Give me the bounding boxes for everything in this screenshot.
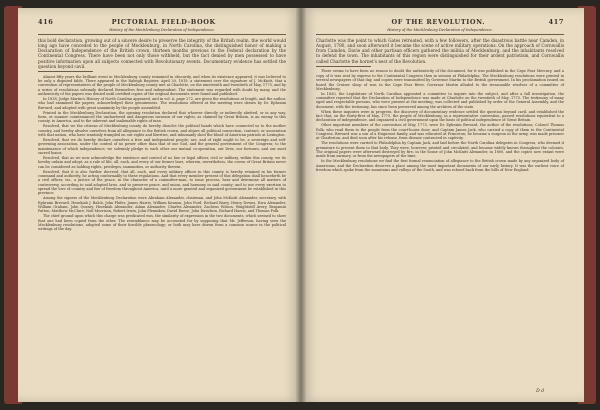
left-footnotes: [38, 75, 286, 232]
footnote: Resolved, that we the citizens of Mecklenburg county do hereby dissolve the political bands which have connected us to the mother country, and hereby absolve ourselves from all allegiance to the British crown, and abjure all political connection, contract, or association with that nation, who have wantonly trampled on our rights and liberties, and inhumanly shed the blood of American patriots at Lexington.: [38, 124, 286, 138]
footnote: There seems to have been no reason to doubt the authenticity of the document, for it was published in the Cape Fear Mercury, and a copy of it was sent by express to the Continental Congress then in session at Philadelphia. The Mecklenburg resolutions were printed in several newspapers of that day, and copies were transmitted by Governor Martin to the British government. In his proclamation issued on board the Cruiser sloop of war, in the Cape Fear River, Governor Martin alluded to the treasonable resolves of a committee of Mecklenburg.: [316, 69, 564, 91]
footnote: Among the signers of the Mecklenburg Declaration were Abraham Alexander, chairman, and John McKnitt Alexander, secretary, with Ephraim Brevard, Hezekiah J. Balch, John Phifer, James Harris, William Kennon, John Ford, Richard Barry, Henry Downs, Ezra Alexander, William Graham, John Queary, Hezekiah Alexander, Adam Alexander, Charles Alexander, Zacheus Wilson, Waightstill Avery, Benjamin Patton, Matthew McClure, Neil Morrison, Robert Irwin, John Flenniken, David Reese, John Davidson, Richard Harris, and Thomas Polk.: [38, 196, 286, 214]
left-page: [18, 8, 301, 402]
footnote: Resolved, that as we now acknowledge the existence and control of no law or legal officer, civil or military, within this county, we do hereby ordain and adopt, as a rule of life, all, each, and every of our former laws, wherein, nevertheless, the crown of Great Britain never can be considered as holding rights, privileges, immunities, or authority therein.: [38, 155, 286, 169]
footnote: In 1830, the Legislature of North Carolina appointed a committee to inquire into the subject, and after a full investigation, the committee reported that the Declaration of Independence was made at Charlotte on the twentieth of May, 1775. The testimony of many aged and respectable persons, who were present at the meeting, was collected and published by order of the General Assembly, and the document, with the testimony, has since been preserved among the archives of the state.: [316, 91, 564, 109]
right-running-head: [316, 18, 564, 26]
footnote: Almost fifty years the brilliant event in Mecklenburg county remained in obscurity, and when its existence appeared, it was believed to be only a disputed fable. There appeared in the Raleigh Register, April 30, 1819, a statement over the signature of J. McKnitt, that a convention of representatives of the people of Mecklenburg county met at Charlotte, on the nineteenth and twentieth of May, 1775, and by a series of resolutions solemnly declared themselves free and independent. The statement was regarded with doubt by many, and the authenticity of the papers was denied until certified copies of the original documents were found and published.: [38, 74, 286, 97]
signature-mark: D d: [536, 389, 544, 394]
footnote: The chief ground upon which this charge was predicated was, the similarity of expression in the two documents, which seemed to show that one had been copied from the other. The resemblance may be accounted for by supposing that Mr. Jefferson, having seen the Mecklenburg resolutions, adopted some of their forcible phraseology; or both may have drawn from a common source in the political writings of the day.: [38, 214, 286, 232]
footnote: Resolved, that it is also further decreed, that all, each, and every military officer in this county is hereby retained in his former command and authority, he acting conformably to these regulations. And that every member present of this delegation shall henceforth be a civil officer, viz., a justice of the peace, in the character of a committee-man, to issue process, hear and determine all matters of controversy, according to said adopted laws, and to preserve peace, and union, and harmony in said county; and to use every exertion to spread the love of country and fire of freedom throughout America, until a more general and organized government be established in this province.: [38, 169, 286, 196]
footnote: Other important members of the convention of May, 1775, were Dr. Ephraim Brevard, the author of the resolutions; Colonel Thomas Polk, who read them to the people from the court-house door; and Captain James Jack, who carried a copy of them to the Continental Congress. Brevard was a son of a Huguenot family, and was educated at Princeton; he became a surgeon in the army, was made prisoner at Charleston, and died soon after his release, from disease contracted in captivity.: [316, 123, 564, 141]
left-subheading: History of the Mecklenburg Declaration of Independence.: [38, 28, 286, 35]
right-running-title: OF THE REVOLUTION.: [391, 18, 486, 26]
right-page-number: 417: [548, 18, 564, 26]
left-running-title: PICTORIAL FIELD-BOOK: [111, 18, 216, 26]
left-footnote-rule: [38, 71, 93, 72]
left-page-number: 416: [38, 18, 54, 26]
right-footnote-rule: [316, 66, 371, 67]
footnote: Printed in the Mecklenburg Declaration, the opening resolution declared that whoever directly or indirectly abetted, or in any way, form, or manner countenanced the unchartered and dangerous invasion of our rights, as claimed by Great Britain, is an enemy to this county, to America, and to the inherent and inalienable rights of man.: [38, 110, 286, 124]
book-gutter: [296, 8, 306, 402]
right-page: [301, 8, 584, 402]
footnote: The resolutions were carried to Philadelphia by Captain Jack, and laid before the North Carolina delegates in Congress, who deemed it premature to present them to that body. They were, however, printed and circulated, and became widely known throughout the colonies. The original papers were afterward destroyed by fire, in the house of John McKnitt Alexander, in 1800, and the copies now extant were made from memory, or from the newspapers of the time.: [316, 141, 564, 159]
footnote: In 1838, Judge Martin's History of North Carolina appeared, and in vol. ii, page 272, are given the resolutions at length, and the author, who had examined the papers, acknowledged their genuineness. The resolutions offered at the meeting were drawn by Dr. Ephraim Brevard, and adopted with great unanimity by the people assembled.: [38, 97, 286, 110]
footnote: Resolved, that we do hereby declare ourselves a free and independent people; are, and of right ought to be, a sovereign and self-governing association, under the control of no power other than that of our God, and the general government of the Congress; to the maintenance of which independence, we solemnly pledge to each other our mutual co-operation, our lives, our fortunes, and our most sacred honor.: [38, 137, 286, 155]
right-body-text: Charlotte was the point to which Gates retreated, with a few followers, after the disastrous battle near Camden, in August, 1780, and soon afterward it became the scene of active military operations. On the approach of Cornwallis from Camden, Davie and other partisan officers gathered the militia of Mecklenburg, and the inhabitants resolved to defend the town. The inhabitants of this region were distinguished for their ardent patriotism, and Cornwallis called Charlotte the hornet's nest of the Revolution.: [316, 37, 564, 64]
right-footnotes: [316, 69, 564, 172]
left-running-head: [38, 18, 286, 26]
left-body-text: this bold declaration, growing out of a sincere desire to preserve the integrity of the British realm, the world would long ago have conceded to the people of Mecklenburg, in North Carolina, the distinguished honor of making a Declaration of Independence of the British crown, thirteen months previous to the Federal declaration by the Continental Congress. There have been not only those withheld, but the fact denied by men possessed to have positive information upon all subjects connected with Revolutionary events. Documentary evidence has settled the question beyond cavil.: [38, 37, 286, 69]
right-subheading: History of the Mecklenburg Declaration of Independence.: [316, 28, 564, 35]
footnote: In the Mecklenburg resolutions we find the first formal renunciation of allegiance to the British crown made by any organized body of Americans, and the Declaration deserves a place among the most important documents of our early history. It was the earliest voice of freedom which spoke from the mountains and valleys of the South, and was echoed back from the hills of New England.: [316, 159, 564, 173]
footnote: When these inquiries were in progress, the discovery of documentary evidence settled the question beyond cavil, and established the fact that, on the thirty-first of May, 1775, the people of Mecklenburg, in a representative convention, passed resolutions equivalent to a declaration of independence, and organized a civil government upon the basis of political independence of Great Britain.: [316, 109, 564, 123]
